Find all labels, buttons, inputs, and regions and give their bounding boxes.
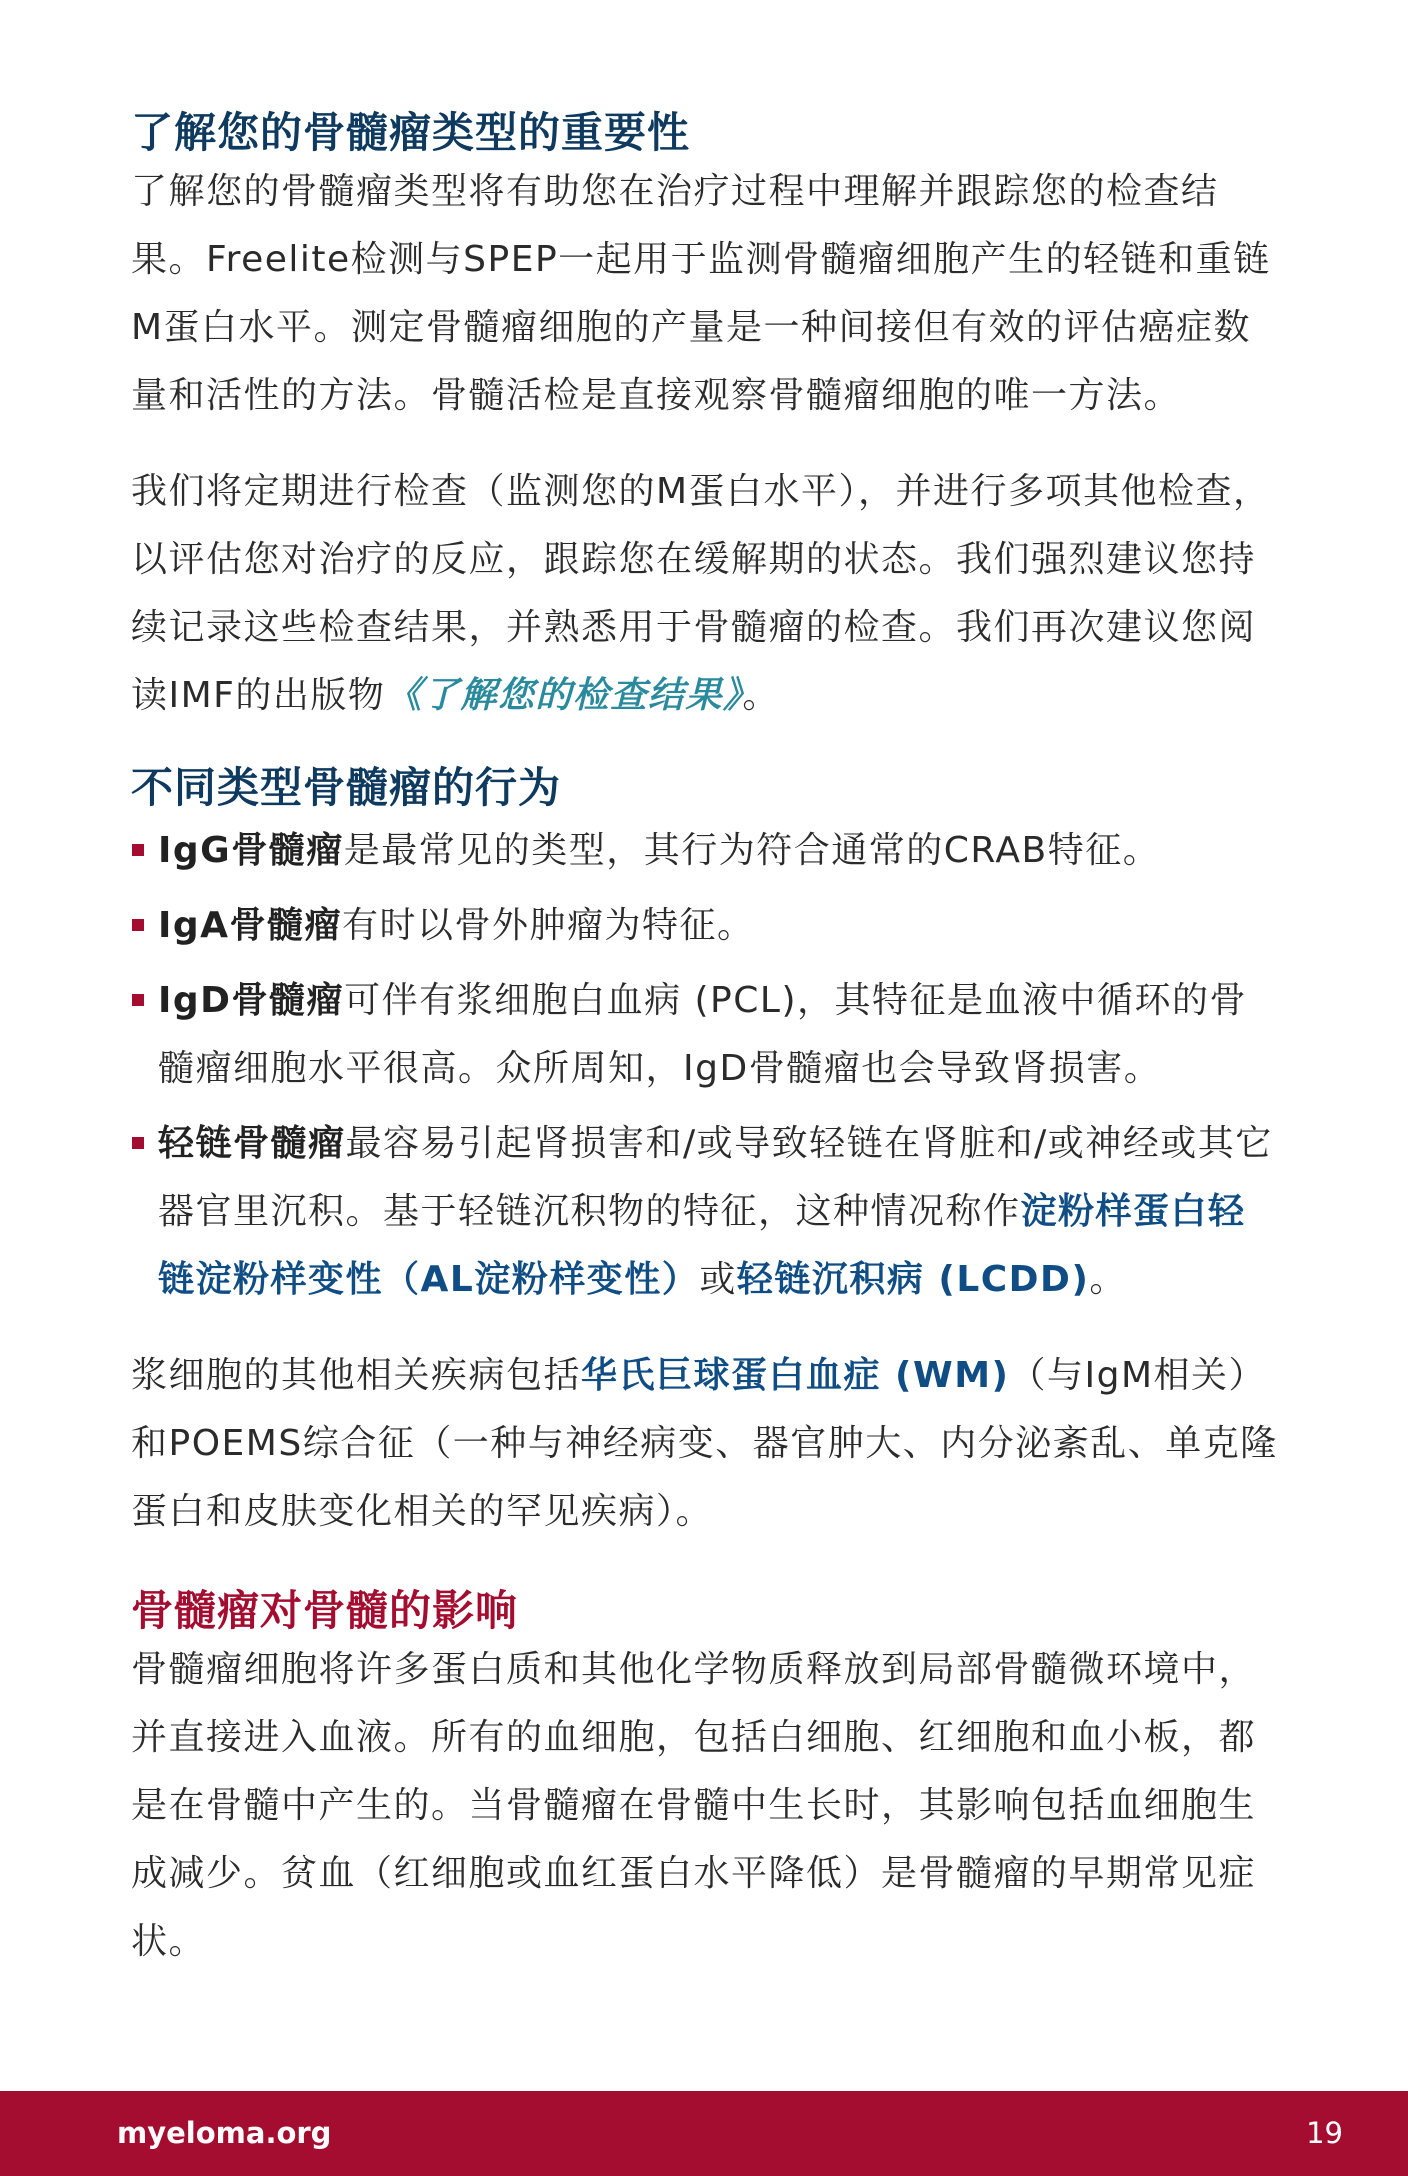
page-content [131, 108, 1281, 1976]
myeloma-types-list [131, 817, 1281, 1314]
paragraph-monitoring-text: 我们将定期进行检查（监测您的M蛋白水平），并进行多项其他检查，以评估您对治疗的反应，跟踪您在缓解期的状态。我们强烈建议您持续记录这些检查结果，并熟悉用于骨髓瘤的检查。我们再次建议您阅读IMF的出版物 [131, 471, 1271, 716]
list-item-text: 最容易引起肾损害和/或导致轻链在肾脏和/或神经或其它器官里沉积。基于轻链沉积物的特征，这种情况称作 [158, 1123, 1273, 1232]
list-item-text: 可伴有浆细胞白血病 (PCL)，其特征是血液中循环的骨髓瘤细胞水平很高。众所周知，IgD骨髓瘤也会导致肾损害。 [158, 980, 1247, 1089]
list-item [131, 892, 1281, 960]
page-number: 19 [1306, 2116, 1343, 2150]
list-item-text-end: 。 [1089, 1259, 1127, 1300]
paragraph-monitoring [131, 458, 1281, 730]
paragraph-related-diseases [131, 1342, 1281, 1546]
paragraph-importance: 了解您的骨髓瘤类型将有助您在治疗过程中理解并跟踪您的检查结果。Freelite检测与SPEP一起用于监测骨髓瘤细胞产生的轻链和重链M蛋白水平。测定骨髓瘤细胞的产量是一种间接但有效的评估癌症数量和活性的方法。骨髓活检是直接观察骨髓瘤细胞的唯一方法。 [131, 171, 1271, 416]
list-item-term: IgG骨髓瘤 [158, 830, 344, 871]
list-item-term: IgA骨髓瘤 [158, 905, 343, 946]
related-text-before: 浆细胞的其他相关疾病包括 [131, 1355, 582, 1396]
bullet-square-icon [132, 844, 144, 856]
list-item-term: IgD骨髓瘤 [158, 980, 345, 1021]
list-item [131, 1110, 1281, 1314]
page-footer [0, 2091, 1408, 2176]
paragraph-bone-marrow: 骨髓瘤细胞将许多蛋白质和其他化学物质释放到局部骨髓微环境中，并直接进入血液。所有的血细胞，包括白细胞、红细胞和血小板，都是在骨髓中产生的。当骨髓瘤在骨髓中生长时，其影响包括血细胞生成减少。贫血（红细胞或血红蛋白水平降低）是骨髓瘤的早期常见症状。 [131, 1649, 1257, 1962]
list-item [131, 967, 1281, 1103]
list-item-text: 有时以骨外肿瘤为特征。 [342, 905, 755, 946]
footer-website-link[interactable]: myeloma.org [117, 2116, 332, 2150]
list-item-term: 轻链骨髓瘤 [158, 1123, 346, 1164]
wm-link[interactable]: 华氏巨球蛋白血症 (WM) [581, 1355, 1010, 1396]
section-heading-importance: 了解您的骨髓瘤类型的重要性 [131, 108, 691, 157]
bullet-square-icon [132, 1137, 144, 1149]
list-item [131, 817, 1281, 885]
al-amyloidosis-link[interactable]: 淀粉样蛋白轻链淀粉样变性（AL淀粉样变性） [158, 1191, 1246, 1300]
paragraph-monitoring-end: 。 [742, 675, 780, 716]
section-heading-bone-marrow: 骨髓瘤对骨髓的影响 [131, 1586, 519, 1635]
related-text-after: （与IgM相关）和POEMS综合征（一种与神经病变、器官肿大、内分泌紊乱、单克隆蛋白和皮肤变化相关的罕见疾病）。 [131, 1355, 1278, 1532]
list-item-text-mid: 或 [699, 1259, 737, 1300]
list-item-text: 是最常见的类型，其行为符合通常的CRAB特征。 [343, 830, 1161, 871]
bullet-square-icon [132, 919, 144, 931]
lcdd-link[interactable]: 轻链沉积病 (LCDD) [736, 1259, 1090, 1300]
publication-link[interactable]: 《了解您的检查结果》 [385, 675, 743, 716]
bullet-square-icon [132, 994, 144, 1006]
section-heading-behavior: 不同类型骨髓瘤的行为 [131, 763, 562, 812]
